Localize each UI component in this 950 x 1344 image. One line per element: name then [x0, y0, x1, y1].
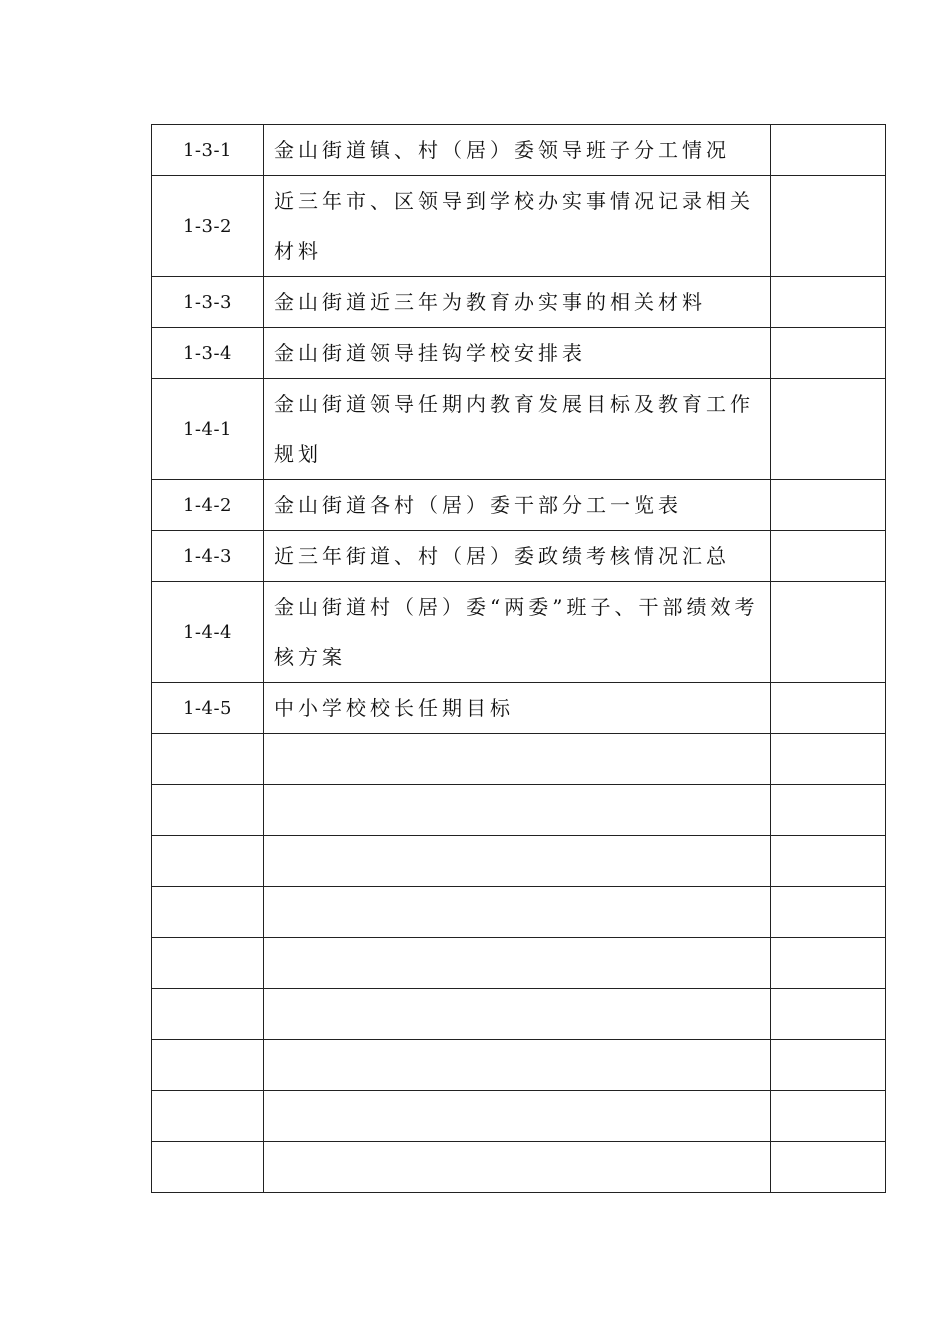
row-title: 金山街道各村（居）委干部分工一览表: [264, 480, 771, 531]
row-code: 1-4-2: [152, 480, 264, 531]
row-title: 近三年街道、村（居）委政绩考核情况汇总: [264, 531, 771, 582]
empty-cell: [152, 1142, 264, 1193]
table-row: [152, 176, 886, 277]
row-note: [771, 125, 886, 176]
row-title: 金山街道村（居）委“两委”班子、干部绩效考核方案: [264, 582, 771, 683]
empty-cell: [152, 887, 264, 938]
empty-cell: [264, 989, 771, 1040]
row-note: [771, 328, 886, 379]
table-row: [152, 531, 886, 582]
empty-cell: [771, 785, 886, 836]
empty-cell: [152, 836, 264, 887]
empty-cell: [264, 887, 771, 938]
empty-table-row: [152, 836, 886, 887]
row-title: 金山街道领导挂钩学校安排表: [264, 328, 771, 379]
empty-cell: [152, 734, 264, 785]
row-title: 近三年市、区领导到学校办实事情况记录相关材料: [264, 176, 771, 277]
row-note: [771, 531, 886, 582]
empty-cell: [771, 1142, 886, 1193]
row-title: 中小学校校长任期目标: [264, 683, 771, 734]
row-note: [771, 582, 886, 683]
empty-cell: [264, 938, 771, 989]
empty-table-row: [152, 1091, 886, 1142]
table-row: [152, 277, 886, 328]
empty-table-row: [152, 734, 886, 785]
row-code: 1-4-3: [152, 531, 264, 582]
empty-table-row: [152, 938, 886, 989]
empty-cell: [264, 785, 771, 836]
row-note: [771, 480, 886, 531]
row-code: 1-4-5: [152, 683, 264, 734]
empty-table-row: [152, 1142, 886, 1193]
empty-cell: [771, 836, 886, 887]
row-code: 1-3-1: [152, 125, 264, 176]
materials-table: [151, 124, 886, 1193]
empty-cell: [264, 1142, 771, 1193]
empty-table-row: [152, 989, 886, 1040]
empty-cell: [152, 1040, 264, 1091]
row-code: 1-3-4: [152, 328, 264, 379]
row-note: [771, 277, 886, 328]
empty-cell: [771, 938, 886, 989]
empty-cell: [264, 1091, 771, 1142]
row-note: [771, 683, 886, 734]
row-code: 1-3-2: [152, 176, 264, 277]
empty-cell: [771, 1091, 886, 1142]
row-code: 1-3-3: [152, 277, 264, 328]
empty-cell: [771, 734, 886, 785]
row-note: [771, 379, 886, 480]
empty-table-row: [152, 785, 886, 836]
empty-cell: [264, 836, 771, 887]
empty-cell: [152, 989, 264, 1040]
row-title: 金山街道领导任期内教育发展目标及教育工作规划: [264, 379, 771, 480]
empty-cell: [771, 989, 886, 1040]
table-row: [152, 683, 886, 734]
table-row: [152, 379, 886, 480]
empty-cell: [771, 1040, 886, 1091]
row-code: 1-4-4: [152, 582, 264, 683]
empty-cell: [152, 1091, 264, 1142]
table-row: [152, 125, 886, 176]
row-note: [771, 176, 886, 277]
row-title: 金山街道镇、村（居）委领导班子分工情况: [264, 125, 771, 176]
empty-cell: [264, 1040, 771, 1091]
row-title: 金山街道近三年为教育办实事的相关材料: [264, 277, 771, 328]
empty-table-row: [152, 1040, 886, 1091]
empty-table-row: [152, 887, 886, 938]
table-row: [152, 328, 886, 379]
row-code: 1-4-1: [152, 379, 264, 480]
table-row: [152, 480, 886, 531]
empty-cell: [264, 734, 771, 785]
empty-cell: [152, 938, 264, 989]
empty-cell: [152, 785, 264, 836]
empty-cell: [771, 887, 886, 938]
table-row: [152, 582, 886, 683]
